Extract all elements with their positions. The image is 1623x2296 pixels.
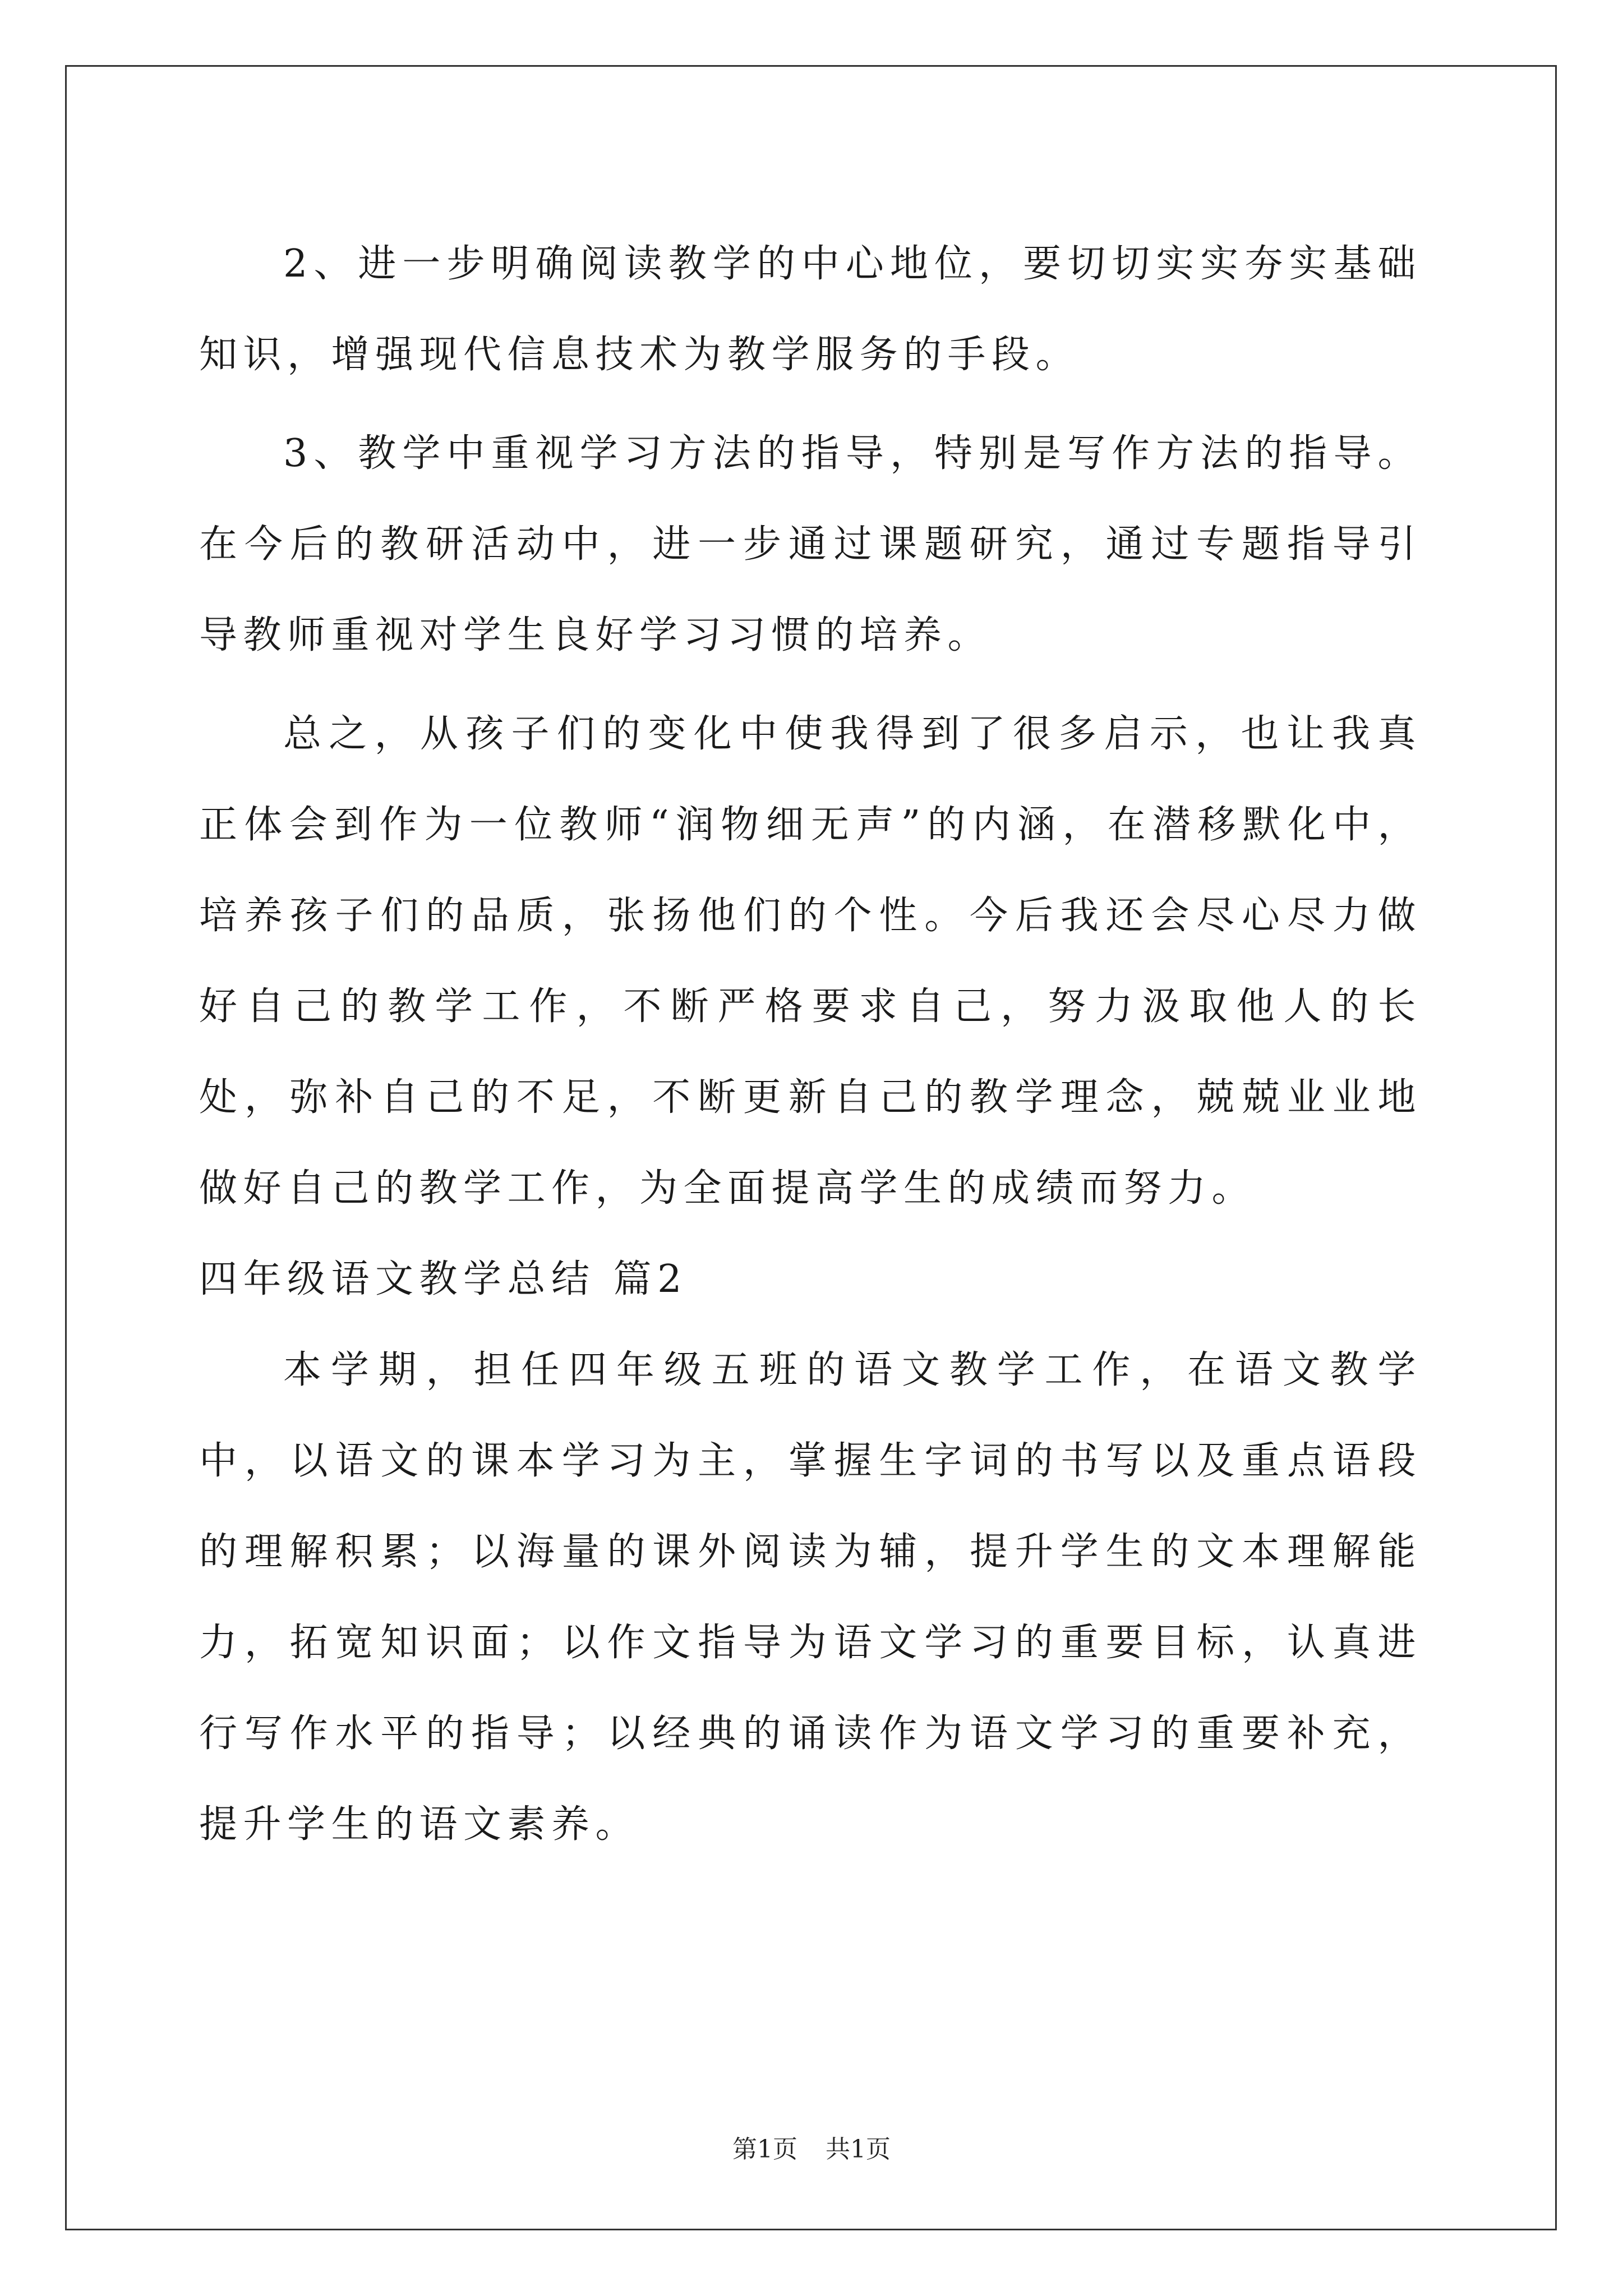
paragraph-conclusion: 总之，从孩子们的变化中使我得到了很多启示，也让我真正体会到作为一位教师“润物细无声”的内涵，在潜移默化中，培养孩子们的品质，张扬他们的个性。今后我还会尽心尽力做好自己的教学工作，不断严格要求自己，努力汲取他人的长处，弥补自己的不足，不断更新自己的教学理念，兢兢业业地做好自己的教学工作，为全面提高学生的成绩而努力。: [199, 712, 1422, 1211]
paragraph-2: 2、进一步明确阅读教学的中心地位，要切切实实夯实基础知识，增强现代信息技术为教学服务的手段。: [199, 242, 1422, 377]
page-number-current: 第1页: [732, 2135, 797, 2164]
paragraph-section2: 本学期，担任四年级五班的语文教学工作，在语文教学中，以语文的课本学习为主，掌握生字词的书写以及重点语段的理解积累；以海量的课外阅读为辅，提升学生的文本理解能力，拓宽知识面；以作文指导为语文学习的重要目标，认真进行写作水平的指导；以经典的诵读作为语文学习的重要补充，提升学生的语文素养。: [199, 1348, 1422, 1847]
page-footer: [0, 2133, 1623, 2166]
document-body: [199, 219, 1422, 1870]
page-number-total: 共1页: [826, 2135, 891, 2164]
paragraph-3: 3、教学中重视学习方法的指导，特别是写作方法的指导。在今后的教研活动中，进一步通过课题研究，通过专题指导引导教师重视对学生良好学习习惯的培养。: [199, 431, 1422, 657]
section-heading: 四年级语文教学总结 篇2: [199, 1257, 688, 1301]
